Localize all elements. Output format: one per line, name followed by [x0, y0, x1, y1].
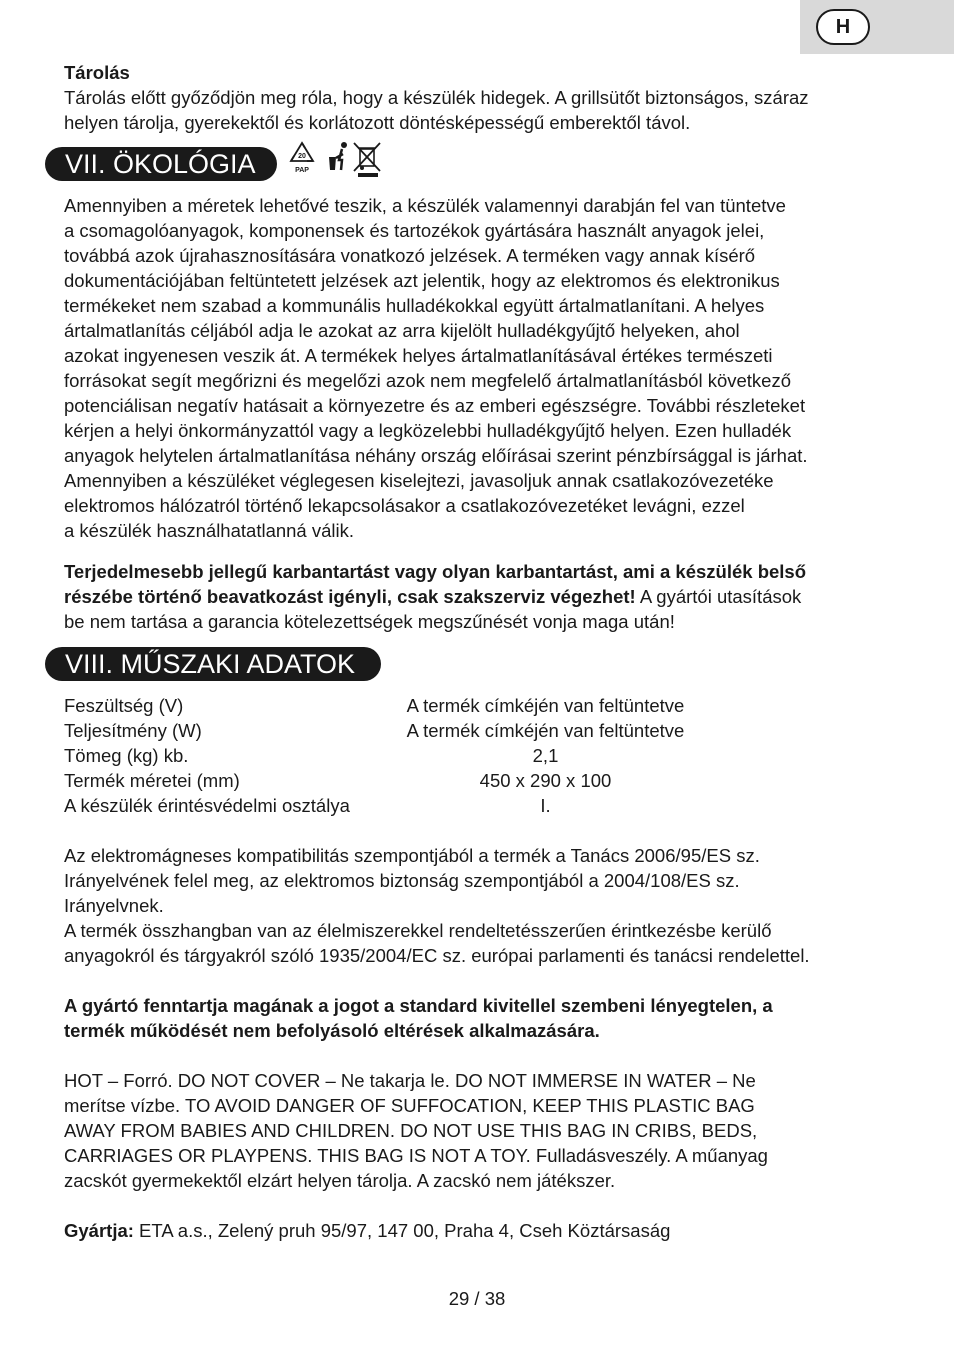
recycle-code-number: 20	[298, 153, 306, 160]
maintenance-note	[64, 559, 894, 634]
spec-label: Teljesítmény (W)	[64, 720, 202, 741]
recycle-pap-20-icon	[291, 143, 313, 174]
maintenance-line	[64, 584, 894, 609]
ecology-line: Amennyiben a készüléket véglegesen kiselejtezi, javasoljuk annak csatlakozóvezetéke	[64, 470, 774, 491]
spec-value: I.	[540, 795, 551, 816]
spec-value: A termék címkéjén van feltüntetve	[406, 720, 685, 741]
warnings-section	[64, 1068, 894, 1193]
language-badge: H	[816, 9, 870, 45]
manufacturer	[64, 1218, 894, 1243]
ecology-line: forrásokat segít megőrizni és megelőzi azok nem megfelelő ártalmatlanításból következő	[64, 370, 791, 391]
ecology-line: továbbá azok újrahasznosítására vonatkozó jelzések. A terméken vagy annak kísérő	[64, 245, 756, 266]
warning-line: CARRIAGES OR PLAYPENS. THIS BAG IS NOT A TOY. Fulladásveszély. A műanyag	[64, 1145, 768, 1166]
compliance-line: Irányelvének felel meg, az elektromos biztonság szempontjából a 2004/108/ES sz.	[64, 870, 740, 891]
compliance-line: A termék összhangban van az élelmiszerekkel rendeltetésszerűen érintkezésbe kerülő	[64, 920, 772, 941]
specs-section-title: VIII. MŰSZAKI ADATOK	[45, 647, 381, 681]
ecology-section-title: VII. ÖKOLÓGIA	[45, 147, 277, 181]
storage-line: helyen tárolja, gyerekektől és korlátozott döntésképességű emberektől távol.	[64, 112, 691, 133]
spec-value: 450 x 290 x 100	[479, 770, 612, 791]
maintenance-bold-text: részébe történő beavatkozást igényli, csak szakszerviz végezhet!	[64, 586, 636, 607]
manufacturer-value: ETA a.s., Zelený pruh 95/97, 147 00, Praha 4, Cseh Köztársaság	[133, 1220, 671, 1241]
spec-label: Tömeg (kg) kb.	[64, 745, 189, 766]
litter-bin-person-icon	[329, 142, 347, 170]
ecology-body	[64, 193, 894, 543]
spec-value: 2,1	[532, 745, 559, 766]
warning-line: AWAY FROM BABIES AND CHILDREN. DO NOT USE THIS BAG IN CRIBS, BEDS,	[64, 1120, 758, 1141]
ecology-line: a készülék használhatatlanná válik.	[64, 520, 355, 541]
recycle-code-label: PAP	[295, 167, 309, 174]
ecology-line: termékeket nem szabad a kommunális hulladékokkal együtt ártalmatlanítani. A helyes	[64, 295, 765, 316]
compliance-line: Az elektromágneses kompatibilitás szempontjából a termék a Tanács 2006/95/ES sz.	[64, 845, 760, 866]
compliance-line: anyagokról és tárgyakról szóló 1935/2004/EC sz. európai parlamenti és tanácsi rendelettel.	[64, 945, 810, 966]
ecology-line: dokumentációjában feltüntetett jelzések azt jelentik, hogy az elektromos és elektronikus	[64, 270, 780, 291]
manufacturer-label: Gyártja:	[64, 1220, 134, 1241]
maintenance-line: be nem tartása a garancia kötelezettségek megszűnését vonja maga után!	[64, 611, 675, 632]
reservation-line: A gyártó fenntartja magának a jogot a standard kivitellel szembeni lényegtelen, a	[64, 995, 773, 1016]
spec-row	[64, 768, 894, 793]
ecology-line: elektromos hálózatról történő lekapcsolásakor a csatlakozóvezetéket levágni, ezzel	[64, 495, 745, 516]
storage-line: Tárolás előtt győződjön meg róla, hogy a készülék hidegek. A grillsütőt biztonságos, száraz	[64, 87, 809, 108]
maintenance-normal-text: A gyártói utasítások	[635, 586, 802, 607]
reservation-note	[64, 993, 894, 1043]
ecology-line: Amennyiben a méretek lehetővé teszik, a készülék valamennyi darabján fel van tüntetve	[64, 195, 786, 216]
spec-row	[64, 743, 894, 768]
ecology-line: a csomagolóanyagok, komponensek és tartozékok gyártására használt anyagok jelei,	[64, 220, 765, 241]
spec-row	[64, 693, 894, 718]
ecology-line: ártalmatlanítás céljából adja le azokat az arra kijelölt hulladékgyűjtő helyeken, ahol	[64, 320, 740, 341]
spec-value: A termék címkéjén van feltüntetve	[406, 695, 685, 716]
ecology-line: kérjen a helyi önkormányzattól vagy a legközelebbi hulladékgyűjtő helyen. Ezen hulladék	[64, 420, 792, 441]
spec-label: A készülék érintésvédelmi osztálya	[64, 795, 350, 816]
warning-line: merítse vízbe. TO AVOID DANGER OF SUFFOCATION, KEEP THIS PLASTIC BAG	[64, 1095, 755, 1116]
crossed-wheelie-bin-icon	[354, 143, 380, 177]
storage-heading: Tárolás	[64, 62, 130, 83]
spec-row	[64, 793, 894, 818]
ecology-line: potenciálisan negatív hatásait a környezetre és az emberi egészségre. További részleteket	[64, 395, 806, 416]
eco-icons	[288, 140, 384, 178]
ecology-line: azokat ingyenesen veszik át. A termékek helyes ártalmatlanításával értékes természeti	[64, 345, 773, 366]
warning-line: zacskót gyermekektől elzárt helyen tárolja. A zacskó nem játékszer.	[64, 1170, 616, 1191]
reservation-line: termék működését nem befolyásoló eltérések alkalmazására.	[64, 1020, 600, 1041]
spec-label: Feszültség (V)	[64, 695, 184, 716]
warning-line: HOT – Forró. DO NOT COVER – Ne takarja le. DO NOT IMMERSE IN WATER – Ne	[64, 1070, 756, 1091]
maintenance-line: Terjedelmesebb jellegű karbantartást vagy olyan karbantartást, ami a készülék belső	[64, 561, 807, 582]
page-number: 29 / 38	[448, 1288, 506, 1309]
spec-row	[64, 718, 894, 743]
compliance-section	[64, 843, 894, 968]
spec-label: Termék méretei (mm)	[64, 770, 240, 791]
ecology-line: anyagok helytelen ártalmatlanítása néhány ország előírásai szerint pénzbírsággal is járhat.	[64, 445, 808, 466]
storage-section	[64, 60, 894, 135]
compliance-line: Irányelvnek.	[64, 895, 164, 916]
